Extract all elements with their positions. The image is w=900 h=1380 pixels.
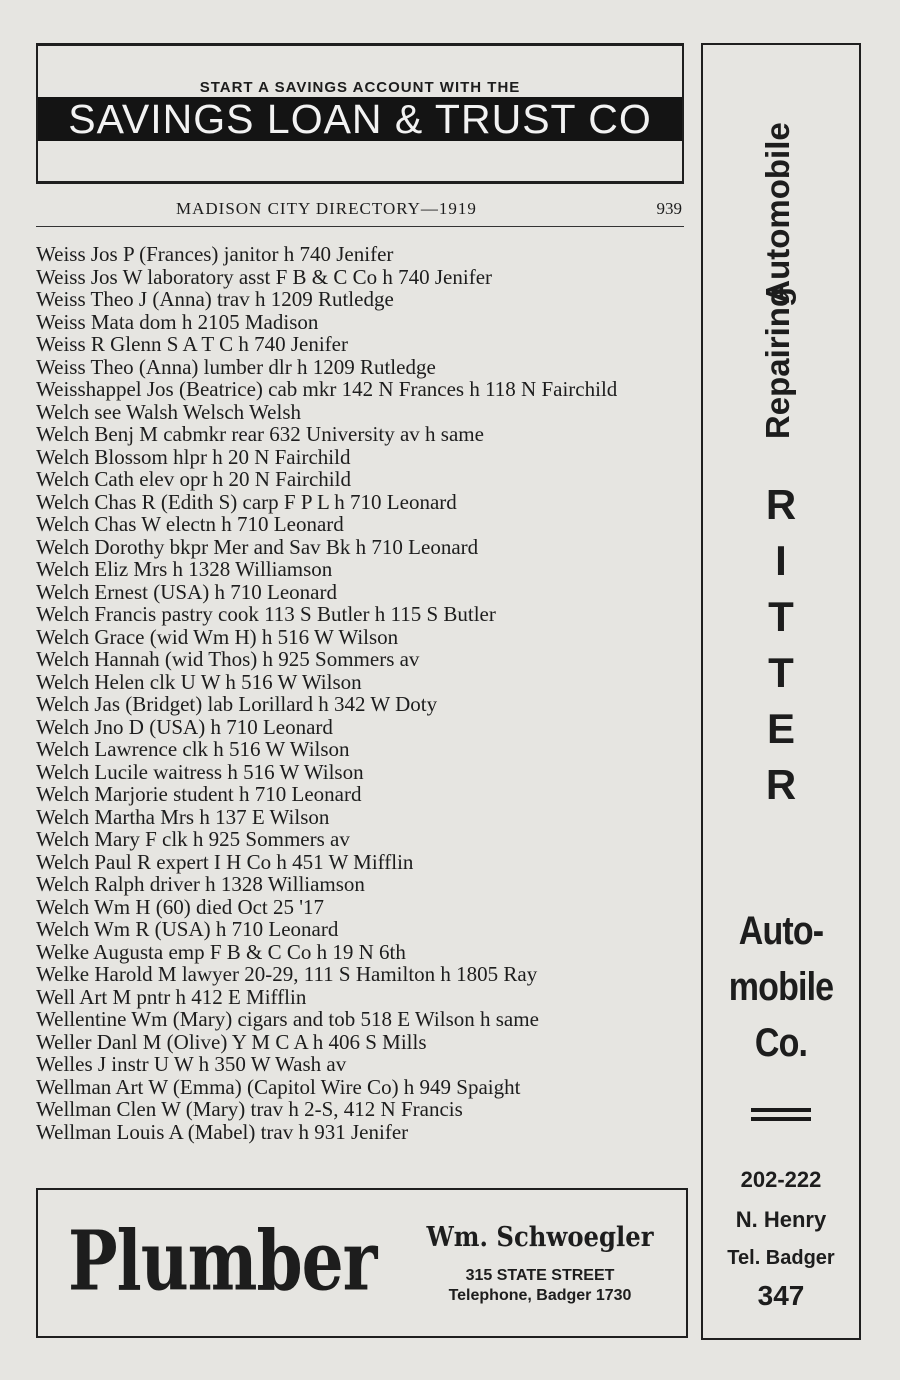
list-item: Welch Grace (wid Wm H) h 516 W Wilson: [36, 624, 399, 649]
list-item: Wellman Clen W (Mary) trav h 2-S, 412 N Francis: [36, 1097, 463, 1121]
list-item: Weiss Theo J (Anna) trav h 1209 Rutledge: [36, 287, 394, 311]
savings-bank-advertisement: [36, 43, 684, 184]
list-item: Welch Martha Mrs h 137 E Wilson: [36, 804, 330, 829]
list-item: Weiss R Glenn S A T C h 740 Jenifer: [36, 332, 348, 356]
ritter-tel-label: Tel. Badger: [727, 1247, 835, 1269]
ritter-contact: [703, 1160, 859, 1316]
ritter-tel-number: 347: [757, 1280, 805, 1311]
ritter-street: N. Henry: [735, 1207, 827, 1232]
company-letter: T: [768, 649, 794, 696]
company-letter: E: [766, 705, 795, 752]
list-item: Welch Eliz Mrs h 1328 Williamson: [36, 557, 333, 581]
ritter-address-number: 202-222: [740, 1167, 822, 1192]
plumber-name: Wm. Schwoegler: [426, 1222, 654, 1253]
plumber-address: 315 STATE STREET: [465, 1267, 615, 1284]
plumber-headline: Plumber: [68, 1212, 377, 1310]
list-item: Welch Jas (Bridget) lab Lorillard h 342 W Doty: [36, 692, 438, 716]
list-item: Welke Harold M lawyer 20-29, 111 S Hamilton h 1805 Ray: [36, 962, 538, 986]
list-item: Weisshappel Jos (Beatrice) cab mkr 142 N Frances h 118 N Fairchild: [36, 377, 618, 401]
bank-name-banner: SAVINGS LOAN & TRUST CO: [38, 97, 682, 141]
list-item: Welch Paul R expert I H Co h 451 W Mifflin: [36, 849, 414, 874]
list-item: Welke Augusta emp F B & C Co h 19 N 6th: [36, 939, 406, 964]
list-item: Well Art M pntr h 412 E Mifflin: [36, 984, 307, 1009]
list-item: Welch Ralph driver h 1328 Williamson: [36, 872, 365, 896]
list-item: Welch Hannah (wid Thos) h 925 Sommers av: [36, 647, 420, 671]
list-item: Welch Wm R (USA) h 710 Leonard: [36, 917, 339, 941]
company-name-ritter: [703, 477, 859, 813]
list-item: Wellentine Wm (Mary) cigars and tob 518 E Wilson h same: [36, 1007, 539, 1031]
list-item: Welch Mary F clk h 925 Sommers av: [36, 827, 350, 851]
list-item: Welch Dorothy bkpr Mer and Sav Bk h 710 Leonard: [36, 534, 479, 559]
list-item: Wellman Art W (Emma) (Capitol Wire Co) h 949 Spaight: [36, 1074, 521, 1099]
plumber-advertisement: [36, 1188, 688, 1338]
plumber-contact: [410, 1266, 670, 1306]
list-item: Welch Lucile waitress h 516 W Wilson: [36, 759, 364, 784]
plumber-telephone: Telephone, Badger 1730: [448, 1287, 632, 1304]
list-item: Welch Chas W electn h 710 Leonard: [36, 512, 344, 536]
company-line: Co.: [754, 1021, 808, 1065]
list-item: Welch Francis pastry cook 113 S Butler h 115 S Butler: [36, 602, 496, 626]
list-item: Welch Lawrence clk h 516 W Wilson: [36, 737, 350, 761]
company-letter: T: [768, 593, 794, 640]
directory-title: MADISON CITY DIRECTORY—1919: [176, 199, 477, 218]
list-item: Welles J instr U W h 350 W Wash av: [36, 1052, 347, 1076]
list-item: Welch Jno D (USA) h 710 Leonard: [36, 714, 333, 739]
list-item: Weiss Jos P (Frances) janitor h 740 Jenifer: [36, 242, 394, 266]
list-item: Welch Cath elev opr h 20 N Fairchild: [36, 467, 351, 491]
list-item: Wellman Louis A (Mabel) trav h 931 Jenifer: [36, 1119, 409, 1144]
list-item: Weiss Jos W laboratory asst F B & C Co h 740 Jenifer: [36, 264, 493, 289]
list-item: Welch Helen clk U W h 516 W Wilson: [36, 669, 362, 694]
list-item: Welch Benj M cabmkr rear 632 University av h same: [36, 422, 484, 446]
company-letter: R: [765, 481, 797, 528]
vertical-heading-automobile: Automobile: [759, 122, 796, 304]
list-item: Welch Marjorie student h 710 Leonard: [36, 782, 362, 806]
list-item: Weiss Mata dom h 2105 Madison: [36, 309, 319, 334]
list-item: Welch Ernest (USA) h 710 Leonard: [36, 579, 337, 604]
double-rule-divider: [751, 1108, 811, 1122]
directory-listing: [36, 243, 688, 1143]
company-letter: R: [765, 761, 797, 808]
list-item: Weller Danl M (Olive) Y M C A h 406 S Mills: [36, 1029, 427, 1054]
company-line: Auto-: [738, 909, 824, 953]
ritter-automobile-advertisement: [701, 43, 861, 1340]
list-item: Welch see Walsh Welsch Welsh: [36, 399, 302, 424]
page-header: [36, 198, 684, 227]
ad-tagline: START A SAVINGS ACCOUNT WITH THE: [199, 79, 521, 96]
page-number: 939: [656, 199, 682, 218]
list-item: Weiss Theo (Anna) lumber dlr h 1209 Rutledge: [36, 354, 436, 379]
list-item: Welch Wm H (60) died Oct 25 '17: [36, 894, 325, 919]
list-item: Welch Blossom hlpr h 20 N Fairchild: [36, 444, 351, 469]
company-letter: I: [775, 537, 787, 584]
company-type: [703, 903, 859, 1071]
list-item: Welch Chas R (Edith S) carp F P L h 710 Leonard: [36, 489, 457, 514]
vertical-heading-repairing: Repairing: [759, 286, 796, 440]
company-line: mobile: [728, 965, 834, 1009]
